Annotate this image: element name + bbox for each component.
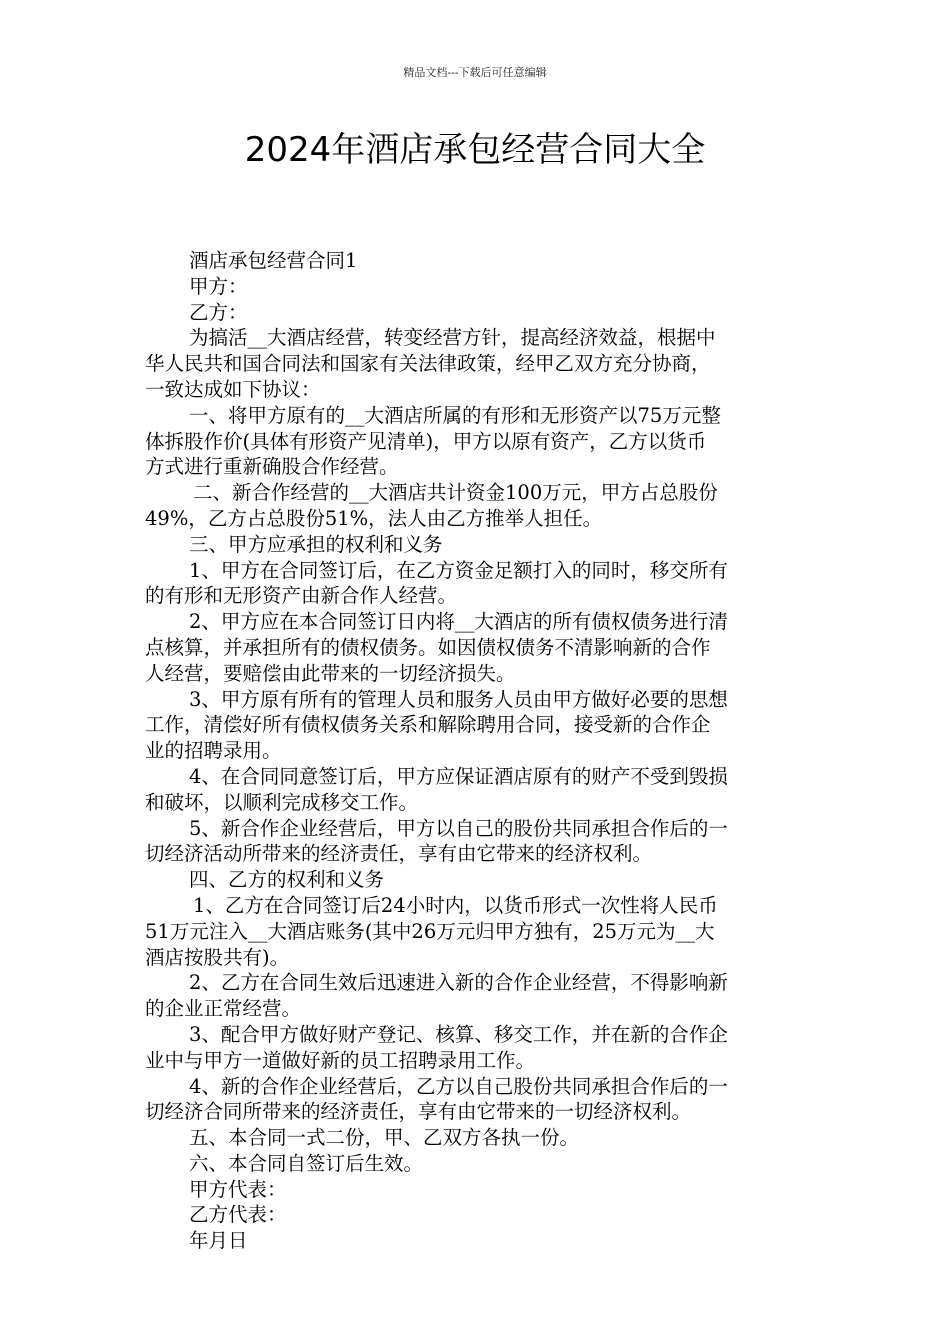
body-line: 酒店承包经营合同1: [189, 249, 358, 272]
body-line: 酒店按股共有)。: [145, 945, 290, 969]
body-line: 业的招聘录用。: [145, 739, 282, 763]
body-line: 乙方：: [189, 300, 248, 324]
body-line: 2、甲方应在本合同签订日内将__大酒店的所有债权债务进行清: [189, 610, 728, 634]
body-line: 为搞活__大酒店经营，转变经营方针，提高经济效益，根据中: [189, 326, 716, 350]
body-line: 1、甲方在合同签订后，在乙方资金足额打入的同时，移交所有: [189, 558, 728, 582]
body-line: 三、甲方应承担的权利和义务: [189, 532, 443, 556]
body-line: 五、本合同一式二份，甲、乙双方各执一份。: [189, 1126, 580, 1150]
body-line: 工作，清偿好所有债权债务关系和解除聘用合同，接受新的合作企: [145, 713, 711, 737]
body-line: 切经济活动所带来的经济责任，享有由它带来的经济权利。: [145, 842, 653, 866]
body-line: 点核算，并承担所有的债权债务。如因债权债务不清影响新的合作: [145, 635, 711, 659]
body-line: 的企业正常经营。: [145, 997, 302, 1021]
body-line: 5、新合作企业经营后，甲方以自己的股份共同承担合作后的一: [189, 816, 728, 840]
header-note: 精品文档---下载后可任意编辑: [403, 66, 547, 79]
body-line: 华人民共和国合同法和国家有关法律政策，经甲乙双方充分协商，: [145, 352, 711, 376]
document-title: 2024年酒店承包经营合同大全: [244, 130, 706, 170]
body-line: 3、配合甲方做好财产登记、核算、移交工作，并在新的合作企: [189, 1022, 728, 1046]
body-line: 51万元注入__大酒店账务(其中26万元归甲方独有，25万元为__大: [145, 919, 715, 943]
body-line: 业中与甲方一道做好新的员工招聘录用工作。: [145, 1048, 536, 1072]
body-line: 体拆股作价(具体有形资产见清单)，甲方以原有资产，乙方以货币: [145, 429, 707, 453]
body-line: 2、乙方在合同生效后迅速进入新的合作企业经营，不得影响新: [189, 971, 728, 995]
body-line: 年月日: [189, 1229, 248, 1253]
body-line: 甲方：: [189, 274, 248, 298]
body-line: 乙方代表：: [189, 1203, 287, 1227]
body-line: 的有形和无形资产由新合作人经营。: [145, 584, 458, 608]
body-line: 一致达成如下协议：: [145, 377, 321, 401]
body-line: 二、新合作经营的__大酒店共计资金100万元，甲方占总股份: [193, 481, 718, 505]
body-line: 4、新的合作企业经营后，乙方以自己股份共同承担合作后的一: [189, 1074, 728, 1098]
body-line: 4、在合同同意签订后，甲方应保证酒店原有的财产不受到毁损: [189, 764, 728, 788]
body-line: 1、乙方在合同签订后24小时内，以货币形式一次性将人民币: [193, 893, 718, 917]
body-line: 六、本合同自签订后生效。: [189, 1151, 424, 1175]
body-line: 一、将甲方原有的__大酒店所属的有形和无形资产以75万元整: [189, 403, 721, 427]
body-line: 3、甲方原有所有的管理人员和服务人员由甲方做好必要的思想: [189, 687, 728, 711]
body-line: 和破坏，以顺利完成移交工作。: [145, 790, 419, 814]
body-line: 人经营，要赔偿由此带来的一切经济损失。: [145, 661, 516, 685]
body-line: 49%，乙方占总股份51%，法人由乙方推举人担任。: [145, 506, 603, 530]
body-line: 甲方代表：: [189, 1177, 287, 1201]
body-line: 方式进行重新确股合作经营。: [145, 455, 399, 479]
contract-body: [145, 248, 807, 1254]
body-line: 切经济合同所带来的经济责任，享有由它带来的一切经济权利。: [145, 1100, 692, 1124]
body-line: 四、乙方的权利和义务: [189, 868, 385, 892]
